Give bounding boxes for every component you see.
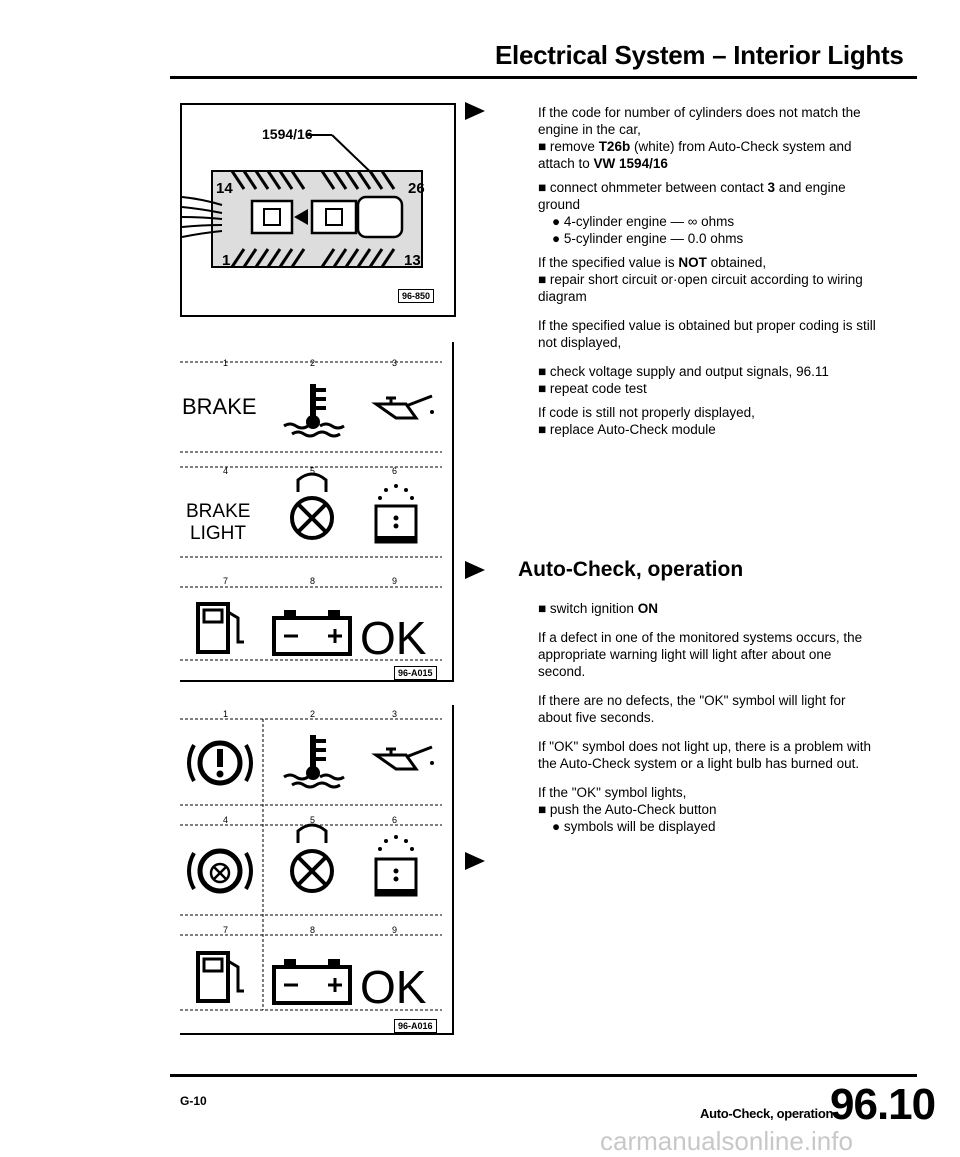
figure1-label: 1594/16 xyxy=(262,126,313,142)
adapter-illustration xyxy=(182,105,454,315)
brake-light-symbol-line1: BRAKE xyxy=(186,501,251,522)
procedure-text xyxy=(538,104,878,445)
cell-number: 9 xyxy=(392,576,398,586)
cell-number: 2 xyxy=(310,358,316,368)
paragraph: If a defect in one of the monitored systems occurs, the appropriate warning light will light after about one second. xyxy=(538,630,863,679)
brake-symbol-text: BRAKE xyxy=(182,394,257,419)
bulb-out-icon xyxy=(292,825,332,891)
figure-symbol-panel-iso xyxy=(180,705,454,1035)
cell-number: 1 xyxy=(223,358,229,368)
cell-number: 6 xyxy=(392,815,398,825)
paragraph: If the "OK" symbol lights, ■ push the Auto-Check button ● symbols will be displayed xyxy=(538,785,717,834)
brake-light-symbol-line2: LIGHT xyxy=(190,523,246,544)
cell-number: 7 xyxy=(223,576,229,586)
cell-number: 5 xyxy=(310,815,316,825)
operation-text xyxy=(538,600,878,842)
paragraph: If the code for number of cylinders does not match the engine in the car, ■ remove T26b (white) from Auto-Check system and attach to VW 1594/16 xyxy=(538,105,861,171)
figure1-tag: 96-850 xyxy=(398,289,434,303)
fuel-pump-icon xyxy=(198,604,244,652)
washer-fluid-icon xyxy=(376,835,416,895)
coolant-temperature-icon xyxy=(284,384,344,436)
pointer-arrow-figure3 xyxy=(465,852,485,870)
brake-bulb-icon xyxy=(189,851,251,891)
symbol-panel-iso-illustration xyxy=(180,705,452,1033)
paragraph: If the specified value is obtained but proper coding is still not displayed, xyxy=(538,318,876,350)
pin-14-label: 14 xyxy=(216,180,233,197)
cell-number: 1 xyxy=(223,709,229,719)
cell-number: 5 xyxy=(310,466,316,476)
header-rule xyxy=(170,76,917,79)
paragraph: If there are no defects, the "OK" symbol will light for about five seconds. xyxy=(538,693,846,725)
cell-number: 7 xyxy=(223,925,229,935)
fuel-pump-icon xyxy=(198,953,244,1001)
pointer-arrow-figure1 xyxy=(465,102,485,120)
washer-fluid-icon xyxy=(376,484,416,542)
paragraph: If "OK" symbol does not light up, there is a problem with the Auto-Check system or a light bulb has burned out. xyxy=(538,739,871,771)
paragraph: ■ check voltage supply and output signals, 96.11 ■ repeat code test xyxy=(538,364,829,396)
battery-icon xyxy=(274,959,350,1003)
pin-13-label: 13 xyxy=(404,252,421,269)
paragraph: ■ switch ignition ON xyxy=(538,601,658,616)
coolant-temperature-icon xyxy=(284,735,344,787)
pin-26-label: 26 xyxy=(408,180,425,197)
bulb-out-icon xyxy=(292,474,332,538)
cell-number: 3 xyxy=(392,709,398,719)
pin-1-label: 1 xyxy=(222,252,231,269)
footer-rule xyxy=(170,1074,917,1077)
cell-number: 8 xyxy=(310,576,316,586)
page-code: G-10 xyxy=(180,1094,207,1108)
paragraph: If the specified value is NOT obtained, ■ repair short circuit or·open circuit according to wiring diagram xyxy=(538,255,863,304)
figure2-tag: 96-A015 xyxy=(394,666,437,680)
cell-number: 3 xyxy=(392,358,398,368)
text-line: If the code for number of cylinders does not match the engine in the car, xyxy=(538,105,861,137)
battery-icon xyxy=(274,610,350,654)
figure-symbol-panel-brake xyxy=(180,342,454,682)
ok-symbol: OK xyxy=(360,612,427,664)
cell-number: 8 xyxy=(310,925,316,935)
section-heading: Auto-Check, operation xyxy=(518,558,744,581)
watermark: carmanualsonline.info xyxy=(600,1126,853,1156)
oil-can-icon xyxy=(376,747,434,769)
cell-number: 4 xyxy=(223,466,229,476)
pointer-arrow-figure2 xyxy=(465,561,485,579)
paragraph: If code is still not properly displayed, ■ replace Auto-Check module xyxy=(538,405,755,437)
cell-number: 2 xyxy=(310,709,316,719)
ok-symbol: OK xyxy=(360,961,427,1013)
figure3-tag: 96-A016 xyxy=(394,1019,437,1033)
page-number: 96.10 xyxy=(830,1080,936,1129)
page-title: Electrical System – Interior Lights xyxy=(495,40,904,70)
cell-number: 9 xyxy=(392,925,398,935)
brake-warning-icon xyxy=(189,743,251,783)
oil-can-icon xyxy=(376,396,434,418)
figure-adapter-1594-16 xyxy=(180,103,456,317)
paragraph: ■ connect ohmmeter between contact 3 and engine ground ● 4-cylinder engine — ∞ ohms ● 5-cylinder engine — 0.0 ohms xyxy=(538,180,846,246)
cell-number: 4 xyxy=(223,815,229,825)
cell-number: 6 xyxy=(392,466,398,476)
symbol-panel-brake-illustration xyxy=(180,342,452,680)
footer-section-title: Auto-Check, operation xyxy=(700,1106,834,1121)
